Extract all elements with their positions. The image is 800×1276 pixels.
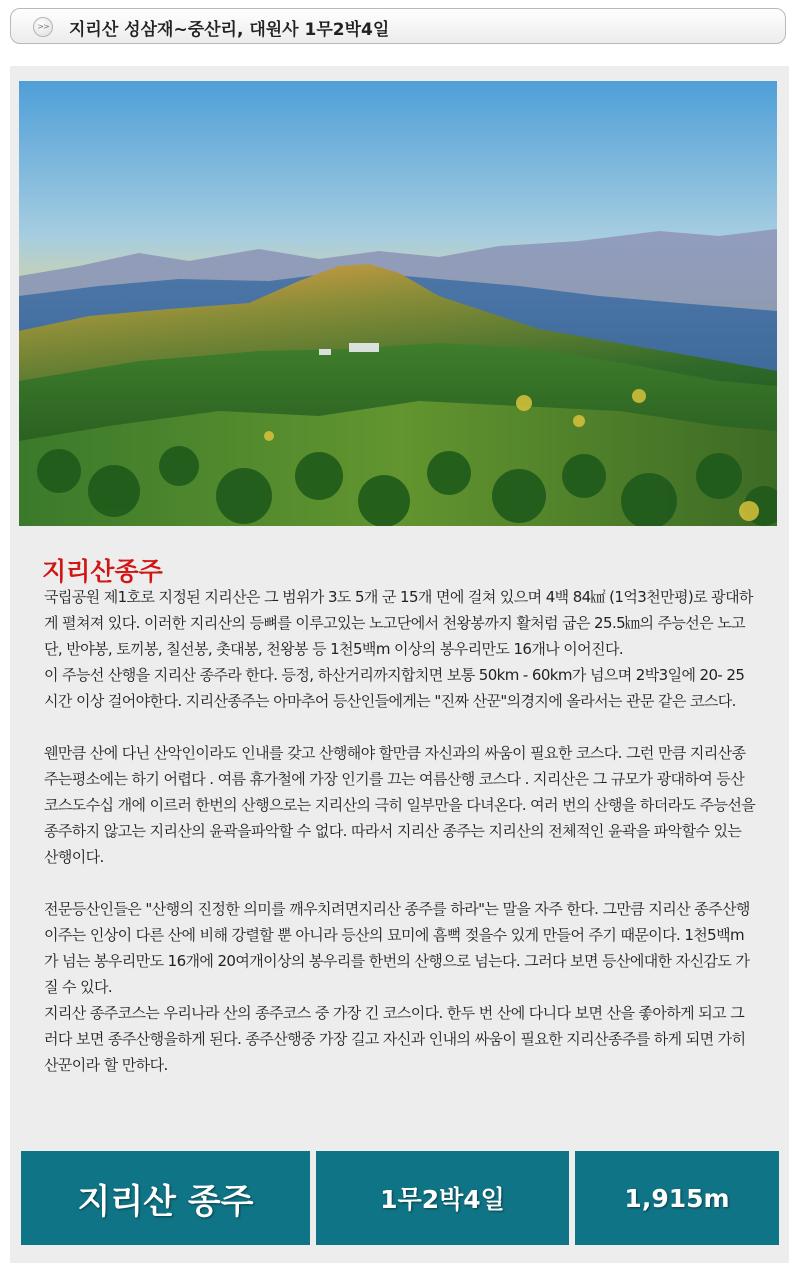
course-info-bar: [21, 1151, 779, 1245]
page-title-bar: [10, 8, 786, 44]
description-text: [44, 584, 756, 1078]
mountain-landscape-photo: [19, 81, 777, 526]
paragraph-1: 국립공원 제1호로 지정된 지리산은 그 범위가 3도 5개 군 15개 면에 걸쳐 있으며 4백 84㎢ (1억3천만평)로 광대하게 펼쳐져 있다. 이러한 지리산의 등뼈를 이루고있는 노고단에서 천왕봉까지 활처럼 굽은 25.5㎞의 주능선은 노고단, 반야봉, 토끼봉, 칠선봉, 촛대봉, 천왕봉 등 1천5백m 이상의 봉우리만도 16개나 이어진다.: [44, 588, 753, 658]
section-title: 지리산종주: [42, 557, 163, 586]
elevation-cell: [575, 1151, 779, 1245]
page-title: 지리산 성삼재~중산리, 대원사 1무2박4일: [69, 20, 390, 40]
peak-elevation: 1,915m: [624, 1183, 730, 1213]
course-duration: 1무2박4일: [380, 1185, 505, 1214]
course-name-cell: [21, 1151, 310, 1245]
content-panel: [10, 66, 789, 1263]
paragraph-2: 이 주능선 산행을 지리산 종주라 한다. 등정, 하산거리까지합치면 보통 50km - 60km가 넘으며 2박3일에 20- 25시간 이상 걸어야한다. 지리산종주는 아마추어 등산인들에게는 "진짜 산꾼"의경지에 올라서는 관문 같은 코스다.: [44, 666, 745, 710]
double-chevron-bullet-icon: >>: [33, 17, 53, 37]
duration-cell: [316, 1151, 569, 1245]
paragraph-gap: [44, 714, 756, 740]
paragraph-5: 지리산 종주코스는 우리나라 산의 종주코스 중 가장 긴 코스이다. 한두 번 산에 다니다 보면 산을 좋아하게 되고 그러다 보면 종주산행을하게 된다. 종주산행중 가장 길고 자신과 인내의 싸움이 필요한 지리산종주를 하게 되면 가히 산꾼이라 할 만하다.: [44, 1004, 746, 1074]
course-name: 지리산 종주: [77, 1181, 254, 1222]
paragraph-gap: [44, 870, 756, 896]
paragraph-3: 웬만큼 산에 다닌 산악인이라도 인내를 갖고 산행해야 할만큼 자신과의 싸움이 필요한 코스다. 그런 만큼 지리산종주는평소에는 하기 어렵다 . 여름 휴가철에 가장 인기를 끄는 여름산행 코스다 . 지리산은 그 규모가 광대하여 등산코스도수십 개에 이르러 한번의 산행으로는 지리산의 극히 일부만을 다녀온다. 여러 번의 산행을 하더라도 주능선을 종주하지 않고는 지리산의 윤곽을파악할 수 없다. 따라서 지리산 종주는 지리산의 전체적인 윤곽을 파악할수 있는 산행이다.: [44, 744, 756, 866]
paragraph-4: 전문등산인들은 "산행의 진정한 의미를 깨우치려면지리산 종주를 하라"는 말을 자주 한다. 그만큼 지리산 종주산행이주는 인상이 다른 산에 비해 강렬할 뿐 아니라 등산의 묘미에 흠뻑 젖을수 있게 만들어 주기 때문이다. 1천5백m가 넘는 봉우리만도 16개에 20여개이상의 봉우리를 한번의 산행으로 넘는다. 그러다 보면 등산에대한 자신감도 가질 수 있다.: [44, 900, 750, 996]
